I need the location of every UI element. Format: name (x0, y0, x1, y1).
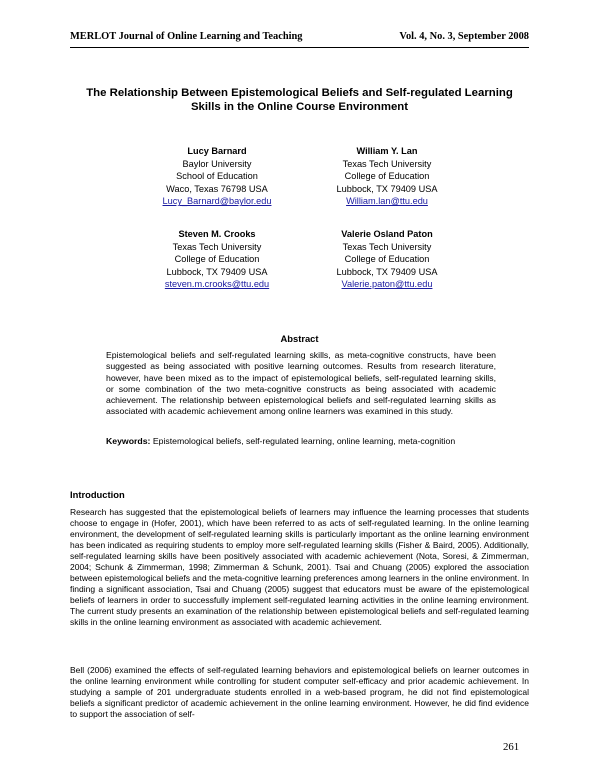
author-department: School of Education (176, 171, 258, 182)
author-name: Valerie Osland Paton (341, 229, 433, 239)
running-header (70, 31, 529, 42)
author-department: College of Education (344, 254, 430, 265)
author-email-link[interactable]: steven.m.crooks@ttu.edu (164, 279, 270, 290)
author-block-2 (287, 145, 487, 208)
paper-title: The Relationship Between Epistemological Beliefs and Self-regulated Learning Skills in the Online Course Environment (86, 87, 513, 113)
issue-info: Vol. 4, No. 3, September 2008 (399, 31, 529, 42)
author-address: Waco, Texas 76798 USA (166, 183, 268, 194)
introduction-paragraph-2: Bell (2006) examined the effects of self-regulated learning behaviors and epistemological beliefs on learner outcomes in the online learning environment while controlling for student computer self-efficacy and prior academic achievement. In studying a sample of 201 undergraduate students enrolled in a web-based program, he did not find epistemological beliefs a significant predictor of academic achievement in the online learning environment. However, he did find evidence to support the association of self- (70, 665, 529, 719)
header-rule (70, 47, 529, 48)
author-block-4 (287, 228, 487, 291)
author-affiliation: Texas Tech University (342, 158, 432, 169)
author-address: Lubbock, TX 79409 USA (166, 266, 268, 277)
author-email-link[interactable]: Lucy_Barnard@baylor.edu (162, 196, 272, 207)
author-email-link[interactable]: William.lan@ttu.edu (346, 196, 428, 207)
introduction-heading: Introduction (70, 489, 125, 500)
keywords-label: Keywords: (106, 436, 151, 446)
author-department: College of Education (344, 171, 430, 182)
introduction-paragraph-1: Research has suggested that the epistemological beliefs of learners may influence the learning processes that students choose to engage in (Hofer, 2001), which have been referred to as acts of self-regulated learning. In the online learning environment, the development of self-regulated learning skills is particularly important as the online learning environment has been indicated as requiring students to employ more self-regulated learning skills (Fisher & Baird, 2005). Additionally, self-regulated learning skills have been positively associated with academic achievement (Nota, Soresi, & Zimmerman, 2004; Schunk & Zimmerman, 1998; Zimmerman & Schunk, 2001). Tsai and Chuang (2005) explored the association between epistemological beliefs and the meta-cognitive learning preferences among learners in the online environment. In finding a significant association, Tsai and Chuang (2005) suggest that educators must be aware of the epistemological beliefs of learners in order to successfully implement self-regulated learning activities in the online learning environment. The current study presents an examination of the relationship between epistemological beliefs and self-regulated learning skills in the online learning environment as associated with academic achievement. (70, 507, 529, 627)
author-department: College of Education (174, 254, 260, 265)
journal-name: MERLOT Journal of Online Learning and Teaching (70, 31, 303, 42)
author-affiliation: Texas Tech University (172, 241, 262, 252)
abstract-heading: Abstract (280, 333, 319, 344)
author-name: Steven M. Crooks (178, 229, 256, 239)
author-affiliation: Baylor University (182, 158, 252, 169)
author-address: Lubbock, TX 79409 USA (336, 266, 438, 277)
author-email-link[interactable]: Valerie.paton@ttu.edu (341, 279, 433, 290)
abstract-text: Epistemological beliefs and self-regulated learning skills, as meta-cognitive constructs, have been suggested as being associated with positive learning outcomes. Results from research literature, however, have been mixed as to the impact of epistemological beliefs, self-regulated learning skills, or some combination of the two meta-cognitive constructs as being associated with academic achievement. The relationship between epistemological beliefs and self-regulated learning skills as associated with academic achievement among online learners was examined in this study. (106, 350, 496, 417)
keywords-text: Epistemological beliefs, self-regulated learning, online learning, meta-cognition (152, 436, 456, 446)
author-affiliation: Texas Tech University (342, 241, 432, 252)
page-number: 261 (503, 741, 520, 753)
author-name: William Y. Lan (356, 146, 418, 156)
author-name: Lucy Barnard (187, 146, 247, 156)
author-address: Lubbock, TX 79409 USA (336, 183, 438, 194)
keywords (106, 436, 476, 447)
